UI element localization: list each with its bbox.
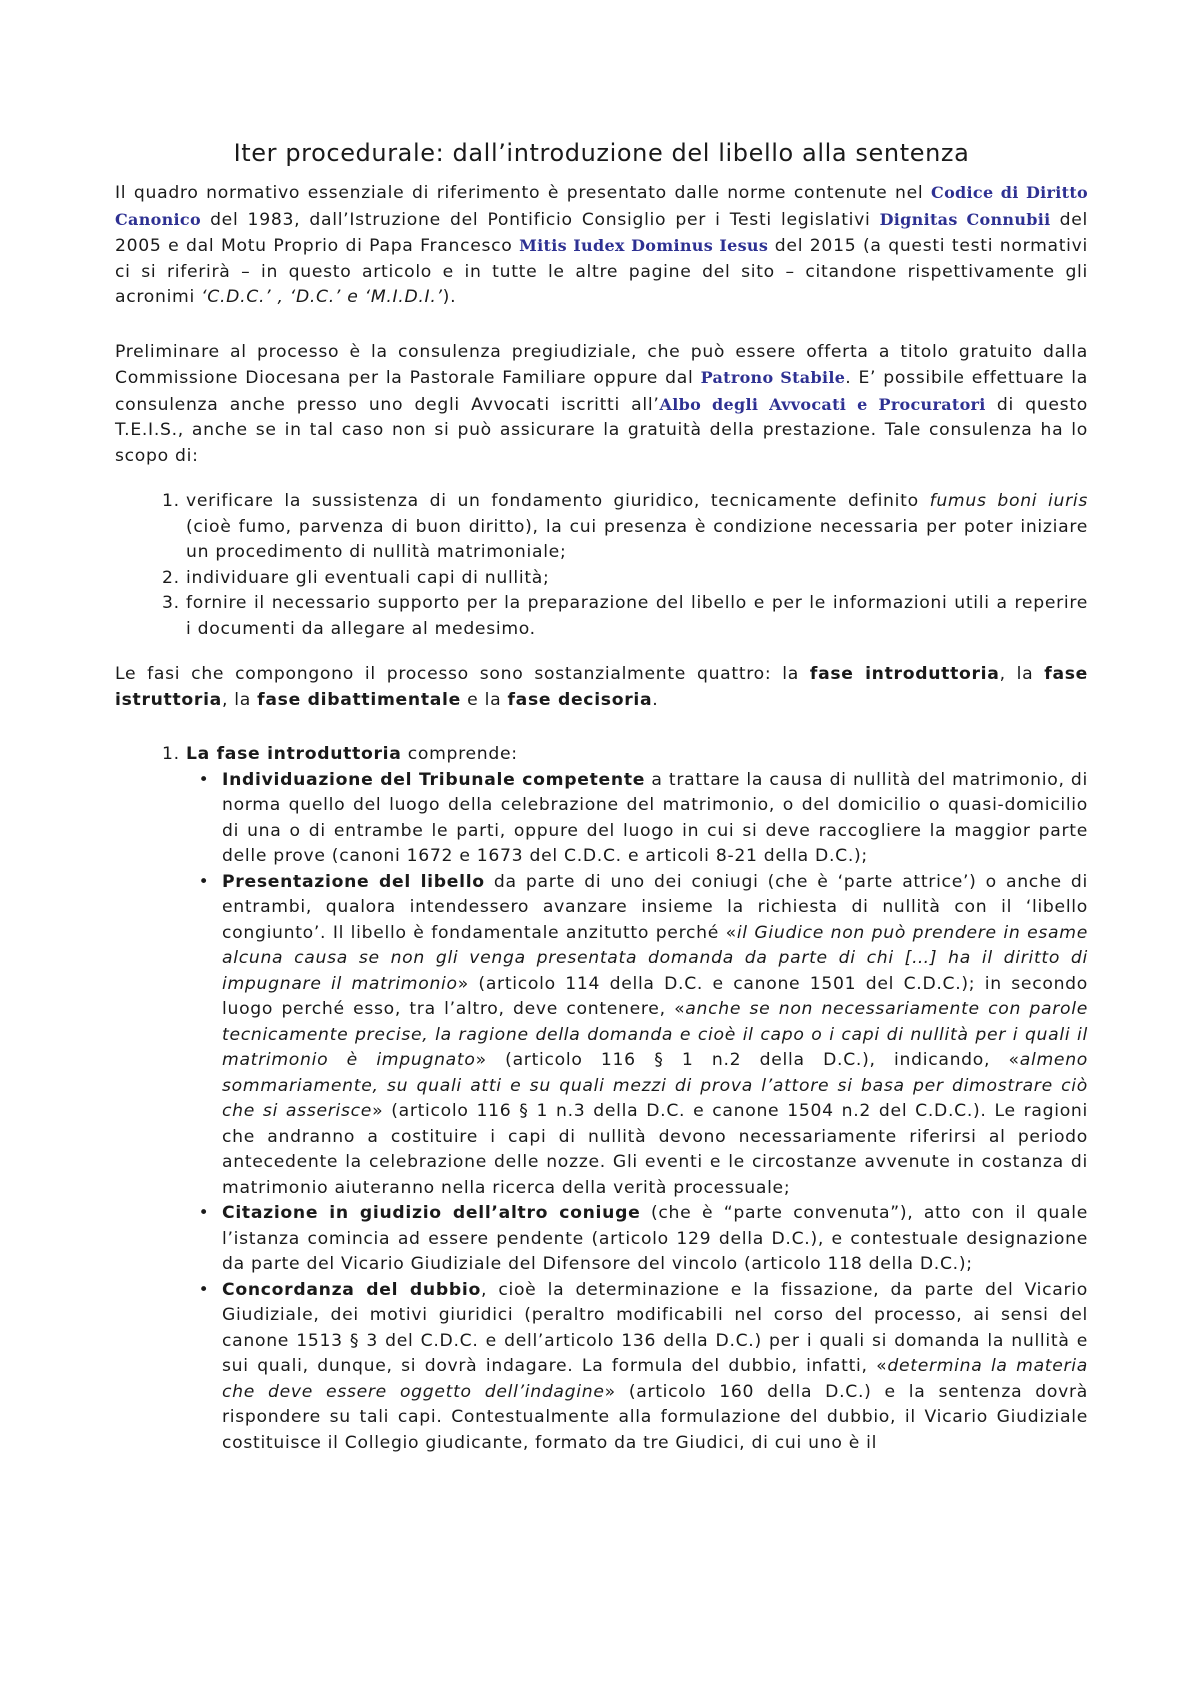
text-span: . E’ possibile effettuare la consulenza anche presso uno degli Avvocati iscritti all’ bbox=[115, 368, 1088, 415]
text-span: di questo T.E.I.S., anche se in tal caso non si può assicurare la gratuità della prestazione. Tale consulenza ha lo scopo di: bbox=[115, 394, 1088, 466]
bullet-item bbox=[198, 768, 1088, 870]
bullet-icon: • bbox=[198, 769, 210, 790]
consulenza-purpose-list bbox=[115, 489, 1088, 642]
text-span: Preliminare al processo è la consulenza pregiudiziale, che può essere offerta a titolo gratuito dalla Commissione Diocesana per la Pastorale Familiare oppure dal bbox=[115, 341, 1088, 388]
link-mitis-iudex[interactable]: Mitis Iudex Dominus Iesus bbox=[519, 236, 769, 255]
phase-dibattimentale: fase dibattimentale bbox=[257, 689, 462, 710]
phase-introduttoria: fase introduttoria bbox=[809, 664, 1000, 684]
text-span: Il quadro normativo essenziale di riferimento è presentato dalle norme contenute nel bbox=[115, 183, 932, 203]
text-span: verificare la sussistenza di un fondamento giuridico, tecnicamente definito bbox=[186, 491, 930, 511]
phases-paragraph bbox=[115, 662, 1088, 713]
text-span: . bbox=[652, 689, 659, 710]
bullet-icon: • bbox=[198, 1279, 210, 1300]
link-albo-avvocati[interactable]: Albo degli Avvocati e Procuratori bbox=[659, 394, 986, 414]
quote-text: almeno sommariamente, su quali atti e su quali mezzi di prova l’attore si basa per dimostrare ciò che si asserisce bbox=[222, 1050, 1088, 1121]
page-title: Iter procedurale: dall’introduzione del libello alla sentenza bbox=[233, 139, 970, 167]
bullet-heading: Presentazione del libello bbox=[222, 871, 485, 892]
phase-bullet-list bbox=[186, 768, 1088, 1457]
italic-term: fumus boni iuris bbox=[929, 491, 1088, 511]
intro-paragraph bbox=[115, 180, 1088, 311]
phase-decisoria: fase decisoria bbox=[507, 689, 653, 710]
bullet-icon: • bbox=[198, 1203, 210, 1223]
bullet-item bbox=[198, 1278, 1088, 1457]
consulenza-paragraph bbox=[115, 340, 1088, 470]
bullet-item bbox=[198, 1201, 1088, 1278]
bullet-heading: Citazione in giudizio dell’altro coniuge bbox=[222, 1203, 641, 1223]
text-span: comprende: bbox=[401, 744, 518, 764]
quote-text: anche se non necessariamente con parole tecnicamente precise, la ragione della domanda e cioè il capo o i capi di nullità per i quali il matrimonio è impugnato bbox=[222, 999, 1088, 1070]
bullet-heading: Concordanza del dubbio bbox=[222, 1279, 481, 1300]
bullet-heading: Individuazione del Tribunale competente bbox=[222, 769, 646, 790]
text-span: del 1983, dall’Istruzione del Pontificio Consiglio per i Testi legislativi bbox=[200, 209, 880, 230]
text-span: da parte di uno dei coniugi (che è ‘parte attrice’) o anche di entrambi, qualora intendessero avanzare insieme la richiesta di nullità con il ‘libello congiunto’. Il libello è fondamentale anzitutto perché « bbox=[222, 871, 1089, 943]
text-span: del 2005 e dal Motu Proprio di Papa Francesco bbox=[115, 209, 1089, 256]
link-patrono-stabile[interactable]: Patrono Stabile bbox=[700, 368, 846, 387]
text-span: , la bbox=[221, 689, 258, 710]
text-span: » (articolo 114 della D.C. e canone 1501 del C.D.C.); in secondo luogo perché esso, tra l’altro, deve contenere, « bbox=[222, 973, 1088, 1019]
phase-istruttoria: fase istruttoria bbox=[115, 664, 1089, 710]
bullet-icon: • bbox=[198, 871, 210, 892]
text-span: Le fasi che compongono il processo sono sostanzialmente quattro: la bbox=[115, 664, 810, 684]
link-dignitas-connubii[interactable]: Dignitas Connubii bbox=[879, 209, 1051, 229]
list-item bbox=[186, 742, 1088, 1456]
text-span: ). bbox=[442, 287, 457, 307]
text-span: (cioè fumo, parvenza di buon diritto), la cui presenza è condizione necessaria per poter iniziare un procedimento di nullità matrimoniale; bbox=[186, 516, 1088, 562]
quote-text: determina la materia che deve essere oggetto dell’indagine bbox=[222, 1356, 1088, 1402]
list-item: 2. individuare gli eventuali capi di nullità; bbox=[186, 566, 1088, 592]
text-span: » (articolo 160 della D.C.) e la sentenza dovrà rispondere su tali capi. Contestualmente alla formulazione del dubbio, il Vicario Giudiziale costituisce il Collegio giudicante, formato da tre Giudici, di cui uno è il bbox=[222, 1381, 1088, 1453]
document-page bbox=[115, 0, 1088, 1456]
text-span: , cioè la determinazione e la fissazione, da parte del Vicario Giudiziale, dei motivi giuridici (peraltro modificabili nel corso del processo, ai sensi del canone 1513 § 3 del C.D.C. e dell’articolo 136 della D.C.) per i quali si domanda la nullità e sui quali, dunque, si dovrà indagare. La formula del dubbio, infatti, « bbox=[222, 1279, 1088, 1376]
acronyms-text: ‘C.D.C.’ , ‘D.C.’ e ‘M.I.D.I.’ bbox=[201, 287, 443, 307]
quote-text: il Giudice non può prendere in esame alcuna causa se non gli venga presentata domanda da parte di chi […] ha il diritto di impugnare il matrimonio bbox=[222, 922, 1088, 994]
list-item bbox=[186, 489, 1088, 566]
text-span: » (articolo 116 § 1 n.2 della D.C.), indicando, « bbox=[475, 1050, 1020, 1070]
bullet-item bbox=[198, 870, 1089, 1202]
text-span: » (articolo 116 § 1 n.3 della D.C. e canone 1504 n.2 del C.D.C.). Le ragioni che andranno a costituire i capi di nullità devono necessariamente riferirsi al periodo antecedente la celebrazione delle nozze. Gli eventi e le circostanze avvenute in costanza di matrimonio aiuteranno nella ricerca della verità processuale; bbox=[222, 1101, 1088, 1198]
text-span: (che è “parte convenuta”), atto con il quale l’istanza comincia ad essere pendente (articolo 129 della D.C.), e contestuale designazione da parte del Vicario Giudiziale del Difensore del vincolo (articolo 118 della D.C.); bbox=[222, 1203, 1088, 1274]
list-item: 3. fornire il necessario supporto per la preparazione del libello e per le informazioni utili a reperire i documenti da allegare al medesimo. bbox=[186, 591, 1088, 642]
text-span: a trattare la causa di nullità del matrimonio, di norma quello del luogo della celebrazione del matrimonio, o del domicilio o quasi-domicilio di una o di entrambe le parti, oppure del luogo in cui si deve raccogliere la maggior parte delle prove (canoni 1672 e 1673 del C.D.C. e articoli 8-21 della D.C.); bbox=[222, 769, 1088, 866]
text-span: , la bbox=[999, 664, 1045, 684]
text-span: e la bbox=[461, 689, 508, 710]
phases-list bbox=[115, 742, 1088, 1456]
phase-heading: La fase introduttoria bbox=[186, 744, 402, 764]
text-span: del 2015 (a questi testi normativi ci si riferirà – in questo articolo e in tutte le altre pagine del sito – citandone rispettivamente gli acronimi bbox=[115, 236, 1089, 307]
link-codice-diritto-canonico[interactable]: Codice di Diritto Canonico bbox=[115, 183, 1088, 229]
